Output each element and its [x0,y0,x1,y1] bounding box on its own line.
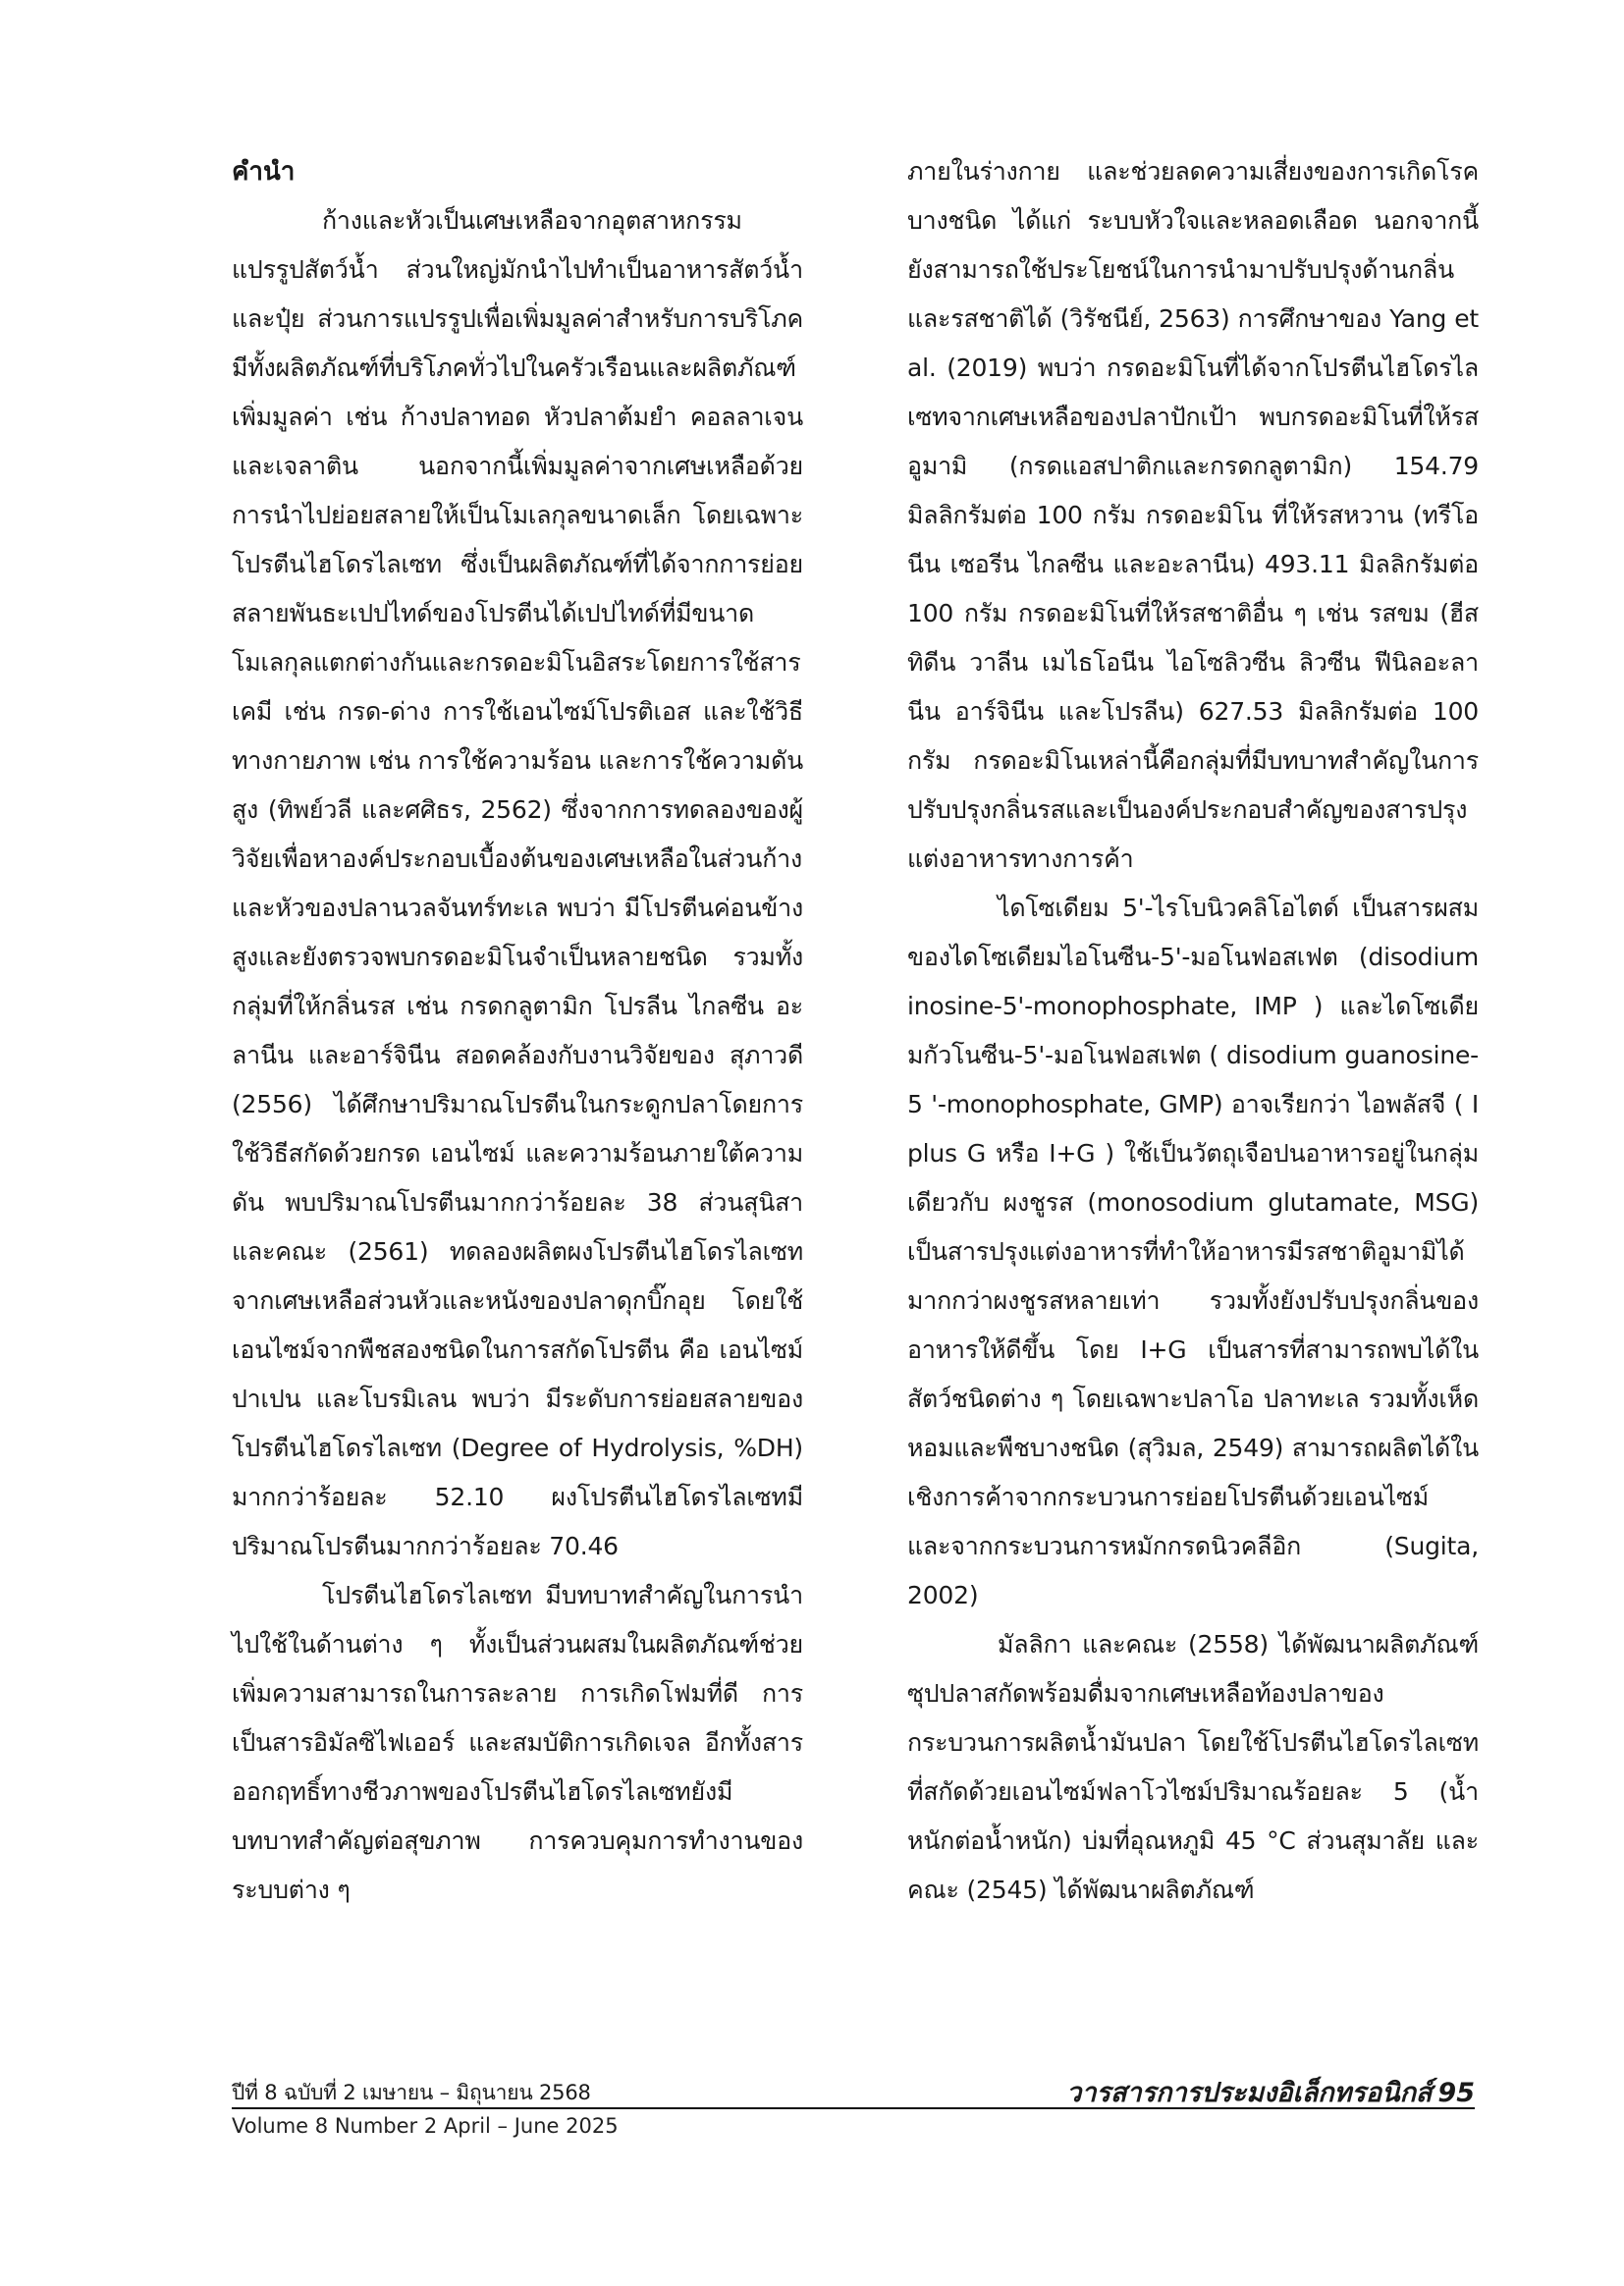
footer-journal [1066,2078,1475,2109]
footer-issue-english: Volume 8 Number 2 April – June 2025 [232,2114,619,2138]
footer-issue-thai: ปีที่ 8 ฉบับที่ 2 เมษายน – มิถุนายน 2568 [232,2081,591,2104]
page-number: 95 [1437,2078,1475,2108]
paragraph: มัลลิกา และคณะ (2558) ได้พัฒนาผลิตภัณฑ์ซุปปลาสกัดพร้อมดื่มจากเศษเหลือท้องปลาของกระบวนการผลิตน้ำมันปลา โดยใช้โปรตีนไฮโดรไลเซทที่สกัดด้วยเอนไซม์ฟลาโวไซม์ปริมาณร้อยละ 5 (น้ำหนักต่อน้ำหนัก) บ่มที่อุณหภูมิ 45 °C ส่วนสุมาลัย และคณะ (2545) ได้พัฒนาผลิตภัณฑ์ [907,1630,1479,1904]
journal-name: วารสารการประมงอิเล็กทรอนิกส์ [1066,2078,1433,2108]
section-heading: คำนำ [232,157,296,187]
right-column [907,147,1479,1915]
paragraph: ภายในร่างกาย และช่วยลดความเสี่ยงของการเกิดโรคบางชนิด ได้แก่ ระบบหัวใจและหลอดเลือด นอกจากนี้ ยังสามารถใช้ประโยชน์ในการนำมาปรับปรุงด้านกลิ่นและรสชาติได้ (วิรัชนีย์, 2563) การศึกษาของ Yang et al. (2019) พบว่า กรดอะมิโนที่ได้จากโปรตีนไฮโดรไลเซทจากเศษเหลือของปลาปักเป้า พบกรดอะมิโนที่ให้รสอูมามิ (กรดแอสปาติกและกรดกลูตามิก) 154.79 มิลลิกรัมต่อ 100 กรัม กรดอะมิโน ที่ให้รสหวาน (ทรีโอนีน เซอรีน ไกลซีน และอะลานีน) 493.11 มิลลิกรัมต่อ 100 กรัม กรดอะมิโนที่ให้รสชาติอื่น ๆ เช่น รสขม (ฮีสทิดีน วาลีน เมไธโอนีน ไอโซลิวซีน ลิวซีน ฟีนิลอะลานีน อาร์จินีน และโปรลีน) 627.53 มิลลิกรัมต่อ 100 กรัม กรดอะมิโนเหล่านี้คือกลุ่มที่มีบทบาทสำคัญในการปรับปรุงกลิ่นรสและเป็นองค์ประกอบสำคัญของสารปรุงแต่งอาหารทางการค้า [907,157,1479,873]
paragraph: โปรตีนไฮโดรไลเซท มีบทบาทสำคัญในการนำไปใช้ในด้านต่าง ๆ ทั้งเป็นส่วนผสมในผลิตภัณฑ์ช่วยเพิ่มความสามารถในการละลาย การเกิดโฟมที่ดี การเป็นสารอิมัลซิไฟเออร์ และสมบัติการเกิดเจล อีกทั้งสารออกฤทธิ์ทางชีวภาพของโปรตีนไฮโดรไลเซทยังมีบทบาทสำคัญต่อสุขภาพ การควบคุมการทำงานของระบบต่าง ๆ [232,1581,803,1904]
left-column [232,147,803,1915]
paragraph: ก้างและหัวเป็นเศษเหลือจากอุตสาหกรรมแปรรูปสัตว์น้ำ ส่วนใหญ่มักนำไปทำเป็นอาหารสัตว์น้ำ และปุ๋ย ส่วนการแปรรูปเพื่อเพิ่มมูลค่าสำหรับการบริโภค มีทั้งผลิตภัณฑ์ที่บริโภคทั่วไปในครัวเรือนและผลิตภัณฑ์เพิ่มมูลค่า เช่น ก้างปลาทอด หัวปลาต้มยำ คอลลาเจน และเจลาติน นอกจากนี้เพิ่มมูลค่าจากเศษเหลือด้วยการนำไปย่อยสลายให้เป็นโมเลกุลขนาดเล็ก โดยเฉพาะโปรตีนไฮโดรไลเซท ซึ่งเป็นผลิตภัณฑ์ที่ได้จากการย่อยสลายพันธะเปปไทด์ของโปรตีนได้เปปไทด์ที่มีขนาดโมเลกุลแตกต่างกันและกรดอะมิโนอิสระโดยการใช้สารเคมี เช่น กรด-ด่าง การใช้เอนไซม์โปรติเอส และใช้วิธีทางกายภาพ เช่น การใช้ความร้อน และการใช้ความดันสูง (ทิพย์วลี และศศิธร, 2562) ซึ่งจากการทดลองของผู้วิจัยเพื่อหาองค์ประกอบเบื้องต้นของเศษเหลือในส่วนก้างและหัวของปลานวลจันทร์ทะเล พบว่า มีโปรตีนค่อนข้างสูงและยังตรวจพบกรดอะมิโนจำเป็นหลายชนิด รวมทั้งกลุ่มที่ให้กลิ่นรส เช่น กรดกลูตามิก โปรลีน ไกลซีน อะลานีน และอาร์จินีน สอดคล้องกับงานวิจัยของ สุภาวดี (2556) ได้ศึกษาปริมาณโปรตีนในกระดูกปลาโดยการใช้วิธีสกัดด้วยกรด เอนไซม์ และความร้อนภายใต้ความดัน พบปริมาณโปรตีนมากกว่าร้อยละ 38 ส่วนสุนิสา และคณะ (2561) ทดลองผลิตผงโปรตีนไฮโดรไลเซทจากเศษเหลือส่วนหัวและหนังของปลาดุกบิ๊กอุย โดยใช้เอนไซม์จากพืชสองชนิดในการสกัดโปรตีน คือ เอนไซม์ปาเปน และโบรมิเลน พบว่า มีระดับการย่อยสลายของโปรตีนไฮโดรไลเซท (Degree of Hydrolysis, %DH) มากกว่าร้อยละ 52.10 ผงโปรตีนไฮโดรไลเซทมีปริมาณโปรตีนมากกว่าร้อยละ 70.46 [232,206,803,1560]
paragraph: ไดโซเดียม 5'-ไรโบนิวคลิโอไตด์ เป็นสารผสมของไดโซเดียมไอโนซีน-5'-มอโนฟอสเฟต (disodium inosine-5'-monophosphate, IMP ) และไดโซเดียมกัวโนซีน-5'-มอโนฟอสเฟต ( disodium guanosine-5 '-monophosphate, GMP) อาจเรียกว่า ไอพลัสจี ( I plus G หรือ I+G ) ใช้เป็นวัตถุเจือปนอาหารอยู่ในกลุ่มเดียวกับ ผงชูรส (monosodium glutamate, MSG) เป็นสารปรุงแต่งอาหารที่ทำให้อาหารมีรสชาติอูมามิได้มากกว่าผงชูรสหลายเท่า รวมทั้งยังปรับปรุงกลิ่นของอาหารให้ดีขึ้น โดย I+G เป็นสารที่สามารถพบได้ในสัตว์ชนิดต่าง ๆ โดยเฉพาะปลาโอ ปลาทะเล รวมทั้งเห็ดหอมและพืชบางชนิด (สุวิมล, 2549) สามารถผลิตได้ในเชิงการค้าจากกระบวนการย่อยโปรตีนด้วยเอนไซม์ และจากกระบวนการหมักกรดนิวคลีอิก (Sugita, 2002) [907,894,1479,1609]
